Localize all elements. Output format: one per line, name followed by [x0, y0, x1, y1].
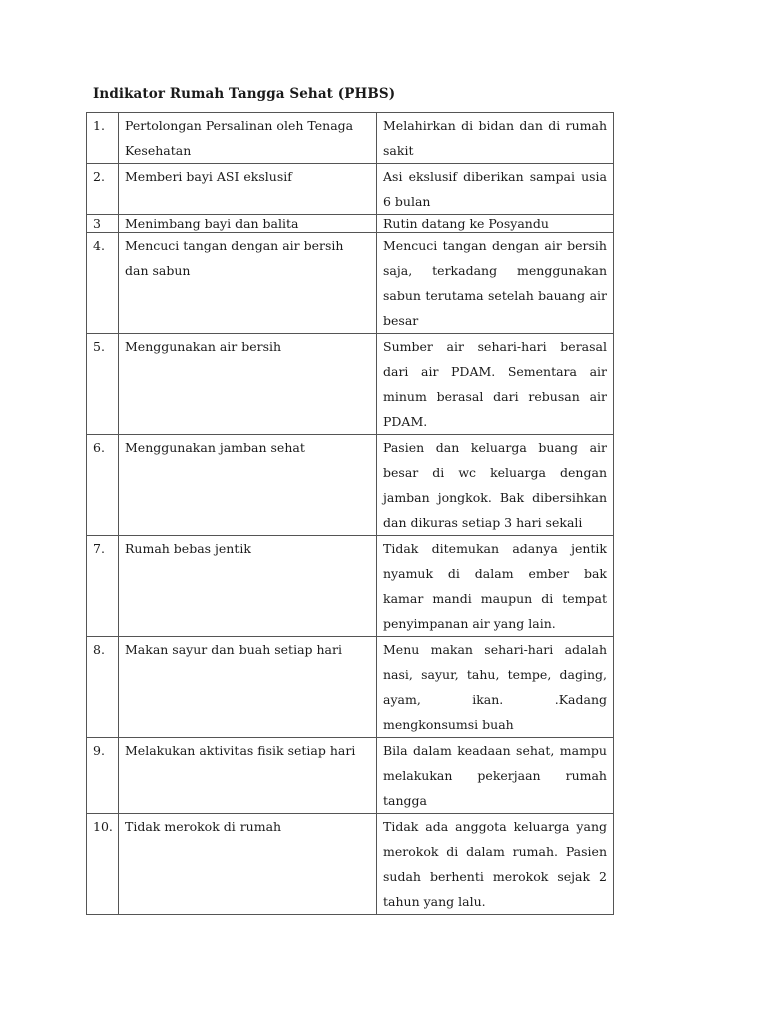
- table-row: [87, 637, 614, 738]
- description-cell: Mencuci tangan dengan air bersih saja, terkadang menggunakan sabun terutama setelah bauang air besar: [377, 233, 614, 334]
- description-cell: Sumber air sehari-hari berasal dari air PDAM. Sementara air minum berasal dari rebusan air PDAM.: [377, 334, 614, 435]
- row-number: 9.: [87, 738, 119, 814]
- description-cell: Pasien dan keluarga buang air besar di wc keluarga dengan jamban jongkok. Bak dibersihkan dan dikuras setiap 3 hari sekali: [377, 435, 614, 536]
- row-number: 3: [87, 215, 119, 233]
- description-cell: Tidak ada anggota keluarga yang merokok di dalam rumah. Pasien sudah berhenti merokok sejak 2 tahun yang lalu.: [377, 814, 614, 915]
- row-number: 7.: [87, 536, 119, 637]
- row-number: 8.: [87, 637, 119, 738]
- table-row: [87, 435, 614, 536]
- phbs-indicator-table: [86, 112, 614, 915]
- row-number: 5.: [87, 334, 119, 435]
- row-number: 4.: [87, 233, 119, 334]
- description-cell: Tidak ditemukan adanya jentik nyamuk di dalam ember bak kamar mandi maupun di tempat penyimpanan air yang lain.: [377, 536, 614, 637]
- table-row: [87, 536, 614, 637]
- indicator-cell: Memberi bayi ASI ekslusif: [119, 164, 377, 215]
- indicator-cell: Menimbang bayi dan balita: [119, 215, 377, 233]
- indicator-cell: Tidak merokok di rumah: [119, 814, 377, 915]
- table-row: [87, 164, 614, 215]
- indicator-cell: Menggunakan jamban sehat: [119, 435, 377, 536]
- table-row: [87, 215, 614, 233]
- page-title: Indikator Rumah Tangga Sehat (PHBS): [93, 86, 396, 102]
- indicator-cell: Menggunakan air bersih: [119, 334, 377, 435]
- table-row: [87, 814, 614, 915]
- description-cell: Melahirkan di bidan dan di rumah sakit: [377, 113, 614, 164]
- row-number: 6.: [87, 435, 119, 536]
- table-row: [87, 113, 614, 164]
- row-number: 2.: [87, 164, 119, 215]
- description-cell: Asi ekslusif diberikan sampai usia 6 bulan: [377, 164, 614, 215]
- table-row: [87, 233, 614, 334]
- indicator-cell: Makan sayur dan buah setiap hari: [119, 637, 377, 738]
- description-cell: Menu makan sehari-hari adalah nasi, sayur, tahu, tempe, daging, ayam, ikan. .Kadang mengkonsumsi buah: [377, 637, 614, 738]
- indicator-cell: Mencuci tangan dengan air bersih dan sabun: [119, 233, 377, 334]
- row-number: 1.: [87, 113, 119, 164]
- table-row: [87, 334, 614, 435]
- indicator-cell: Melakukan aktivitas fisik setiap hari: [119, 738, 377, 814]
- table-body: [87, 113, 614, 915]
- table-row: [87, 738, 614, 814]
- indicator-cell: Rumah bebas jentik: [119, 536, 377, 637]
- row-number: 10.: [87, 814, 119, 915]
- description-cell: Rutin datang ke Posyandu: [377, 215, 614, 233]
- description-cell: Bila dalam keadaan sehat, mampu melakukan pekerjaan rumah tangga: [377, 738, 614, 814]
- indicator-cell: Pertolongan Persalinan oleh Tenaga Kesehatan: [119, 113, 377, 164]
